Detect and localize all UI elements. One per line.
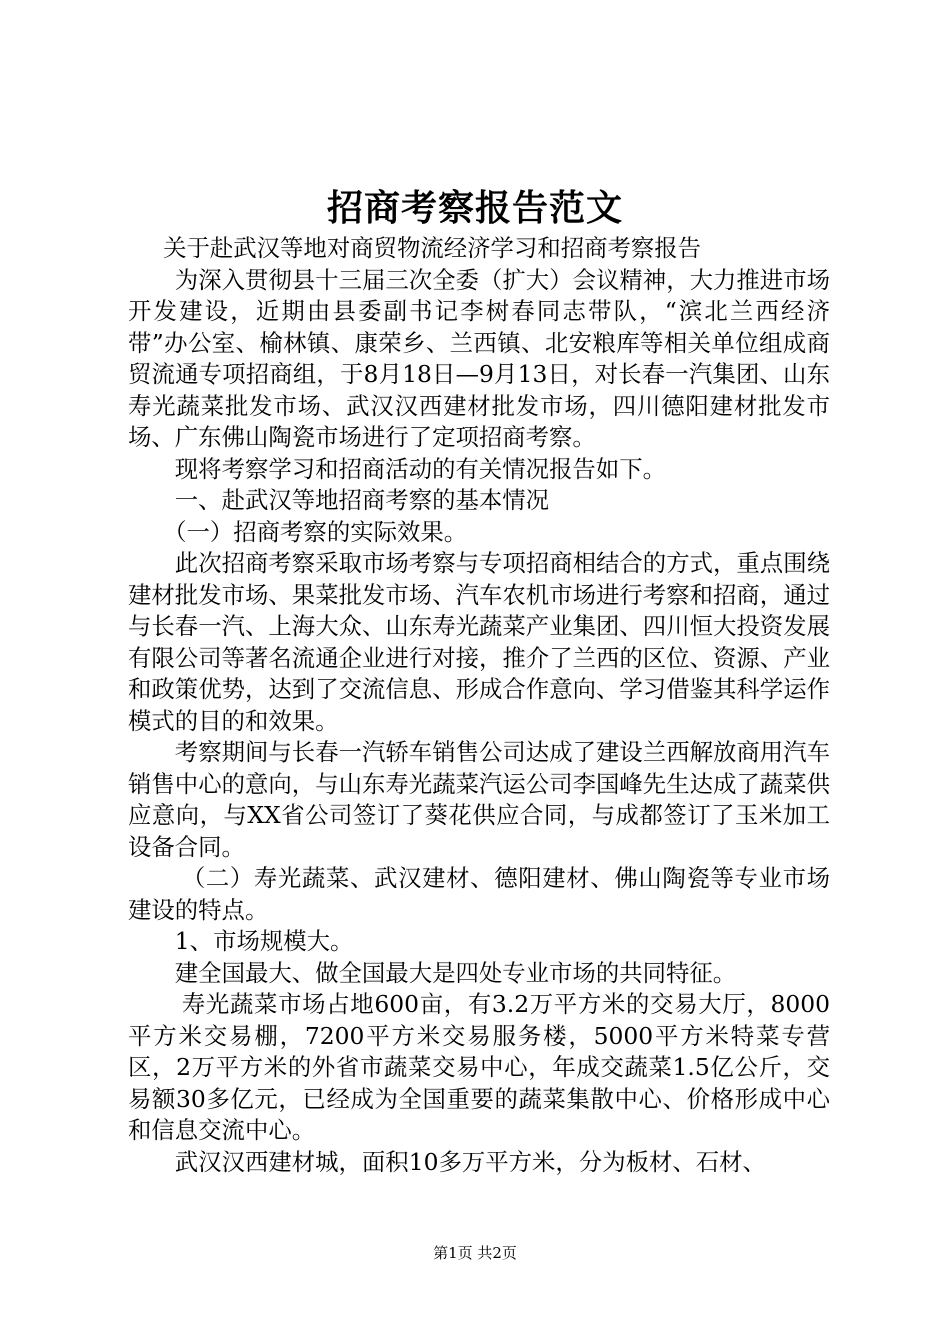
section-heading-1: 一、赴武汉等地招商考察的基本情况 — [174, 486, 550, 514]
document-body — [128, 233, 830, 1178]
subsection-heading-1: （一）招商考察的实际效果。 — [163, 517, 468, 546]
paragraph-scale: 建全国最大、做全国最大是四处专业市场的共同特征。 — [174, 958, 737, 987]
paragraph-effects: 此次招商考察采取市场考察与专项招商相结合的方式，重点围绕建材批发市场、果菜批发市场、汽车农机市场进行考察和招商，通过与长春一汽、上海大众、山东寿光蔬菜产业集团、四川恒大投资发展有限公司等著名流通企业进行对接，推介了兰西的区位、资源、产业和政策优势，达到了交流信息、形成合作意向、学习借鉴其科学运作模式的目的和效果。 — [128, 549, 830, 735]
paragraph-subtitle: 关于赴武汉等地对商贸物流经济学习和招商考察报告 — [163, 234, 702, 262]
page-footer: 第1页 共2页 — [433, 1244, 517, 1262]
list-heading-1: 1、市场规模大。 — [174, 927, 354, 955]
subsection-heading-2: （二）寿光蔬菜、武汉建材、德阳建材、佛山陶瓷等专业市场建设的特点。 — [128, 864, 830, 924]
paragraph-report-lead: 现将考察学习和招商活动的有关情况报告如下。 — [174, 454, 666, 483]
document-title: 招商考察报告范文 — [326, 187, 623, 229]
paragraph-wuhan: 武汉汉西建材城，面积10多万平方米，分为板材、石材、 — [174, 1147, 766, 1176]
paragraph-agreements: 考察期间与长春一汽轿车销售公司达成了建设兰西解放商用汽车销售中心的意向，与山东寿光蔬菜汽运公司李国峰先生达成了蔬菜供应意向，与XX省公司签订了葵花供应合同，与成都签订了玉米加工设备合同。 — [128, 738, 830, 861]
paragraph-intro: 为深入贯彻县十三届三次全委（扩大）会议精神，大力推进市场开发建设，近期由县委副书记李树春同志带队，“滨北兰西经济带”办公室、榆林镇、康荣乡、兰西镇、北安粮库等相关单位组成商贸流通专项招商组，于8月18日—9月13日，对长春一汽集团、山东寿光蔬菜批发市场、武汉汉西建材批发市场，四川德阳建材批发市场、广东佛山陶瓷市场进行了定项招商考察。 — [128, 265, 830, 451]
paragraph-shouguang: 寿光蔬菜市场占地600亩，有3.2万平方米的交易大厅，8000平方米交易棚，7200平方米交易服务楼，5000平方米特菜专营区，2万平方米的外省市蔬菜交易中心，年成交蔬菜1.5亿公斤，交易额30多亿元，已经成为全国重要的蔬菜集散中心、价格形成中心和信息交流中心。 — [128, 990, 830, 1144]
